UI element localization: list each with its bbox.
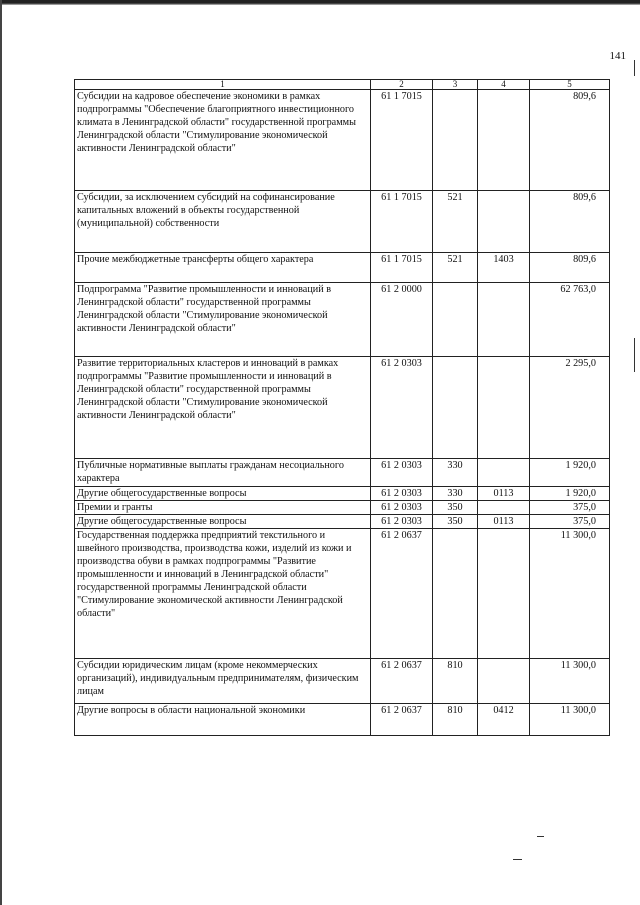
row-col4 xyxy=(478,283,530,357)
row-code: 61 2 0303 xyxy=(371,357,433,459)
table-row xyxy=(75,253,610,283)
row-code: 61 2 0303 xyxy=(371,501,433,515)
row-col3 xyxy=(433,529,478,659)
row-amount: 375,0 xyxy=(530,515,610,529)
row-col3: 810 xyxy=(433,704,478,736)
row-code: 61 2 0303 xyxy=(371,487,433,501)
row-amount: 11 300,0 xyxy=(530,529,610,659)
row-col3 xyxy=(433,357,478,459)
row-code: 61 1 7015 xyxy=(371,253,433,283)
row-col4 xyxy=(478,357,530,459)
row-name: Государственная поддержка предприятий текстильного и швейного производства, производства кожи, изделий из кожи и производства обуви в рамках подпрограммы "Развитие промышленности и инноваций в Ленинградской области" государственной программы Ленинградской области "Стимулирование экономической активности Ленинградской области" xyxy=(75,529,371,659)
row-col3: 810 xyxy=(433,659,478,704)
row-amount: 2 295,0 xyxy=(530,357,610,459)
row-name: Другие вопросы в области национальной экономики xyxy=(75,704,371,736)
table-row xyxy=(75,529,610,659)
table-row xyxy=(75,459,610,487)
row-col4: 1403 xyxy=(478,253,530,283)
row-code: 61 2 0637 xyxy=(371,529,433,659)
table-header-row xyxy=(75,80,610,90)
table-row xyxy=(75,283,610,357)
row-amount: 809,6 xyxy=(530,253,610,283)
table-row xyxy=(75,704,610,736)
row-amount: 11 300,0 xyxy=(530,659,610,704)
row-amount: 1 920,0 xyxy=(530,487,610,501)
table-row xyxy=(75,90,610,191)
table-row xyxy=(75,501,610,515)
row-amount: 1 920,0 xyxy=(530,459,610,487)
row-name: Субсидии юридическим лицам (кроме некоммерческих организаций), индивидуальным предпринимателям, физическим лицам xyxy=(75,659,371,704)
table-row xyxy=(75,357,610,459)
scan-mark xyxy=(513,859,522,860)
page-number: 141 xyxy=(609,50,626,62)
row-col3: 350 xyxy=(433,501,478,515)
scan-mark xyxy=(634,338,635,372)
row-col4 xyxy=(478,501,530,515)
row-code: 61 2 0303 xyxy=(371,459,433,487)
row-name: Субсидии на кадровое обеспечение экономики в рамках подпрограммы "Обеспечение благоприятного инвестиционного климата в Ленинградской области" государственной программы Ленинградской области "Стимулирование экономической активности Ленинградской области" xyxy=(75,90,371,191)
row-col3: 330 xyxy=(433,459,478,487)
header-cell: 4 xyxy=(478,80,530,90)
row-code: 61 1 7015 xyxy=(371,90,433,191)
row-name: Развитие территориальных кластеров и инноваций в рамках подпрограммы "Развитие промышленности и инноваций в Ленинградской области" государственной программы Ленинградской области "Стимулирование экономической активности Ленинградской области" xyxy=(75,357,371,459)
row-name: Субсидии, за исключением субсидий на софинансирование капитальных вложений в объекты государственной (муниципальной) собственности xyxy=(75,191,371,253)
row-amount: 375,0 xyxy=(530,501,610,515)
row-col4 xyxy=(478,90,530,191)
row-col4 xyxy=(478,529,530,659)
scan-mark xyxy=(634,60,635,76)
row-amount: 809,6 xyxy=(530,191,610,253)
row-col3: 350 xyxy=(433,515,478,529)
row-name: Премии и гранты xyxy=(75,501,371,515)
row-amount: 11 300,0 xyxy=(530,704,610,736)
row-name: Публичные нормативные выплаты гражданам несоциального характера xyxy=(75,459,371,487)
row-name: Подпрограмма "Развитие промышленности и инноваций в Ленинградской области" государственной программы Ленинградской области "Стимулирование экономической активности Ленинградской области" xyxy=(75,283,371,357)
row-col4: 0113 xyxy=(478,515,530,529)
scan-mark xyxy=(537,836,544,837)
table-row xyxy=(75,487,610,501)
scan-edge-left xyxy=(0,0,2,905)
row-name: Другие общегосударственные вопросы xyxy=(75,515,371,529)
row-col3: 521 xyxy=(433,253,478,283)
row-name: Прочие межбюджетные трансферты общего характера xyxy=(75,253,371,283)
table-row xyxy=(75,515,610,529)
header-cell: 5 xyxy=(530,80,610,90)
row-code: 61 1 7015 xyxy=(371,191,433,253)
budget-table xyxy=(74,79,610,736)
row-col4: 0113 xyxy=(478,487,530,501)
table-row xyxy=(75,191,610,253)
row-col3 xyxy=(433,283,478,357)
row-col4 xyxy=(478,659,530,704)
row-code: 61 2 0000 xyxy=(371,283,433,357)
header-cell: 1 xyxy=(75,80,371,90)
row-amount: 809,6 xyxy=(530,90,610,191)
row-col4 xyxy=(478,459,530,487)
row-col4 xyxy=(478,191,530,253)
table-row xyxy=(75,659,610,704)
row-amount: 62 763,0 xyxy=(530,283,610,357)
row-col3: 521 xyxy=(433,191,478,253)
row-code: 61 2 0637 xyxy=(371,704,433,736)
row-code: 61 2 0303 xyxy=(371,515,433,529)
row-code: 61 2 0637 xyxy=(371,659,433,704)
header-cell: 3 xyxy=(433,80,478,90)
row-col3: 330 xyxy=(433,487,478,501)
scan-edge-top xyxy=(0,0,640,5)
row-name: Другие общегосударственные вопросы xyxy=(75,487,371,501)
row-col3 xyxy=(433,90,478,191)
header-cell: 2 xyxy=(371,80,433,90)
row-col4: 0412 xyxy=(478,704,530,736)
